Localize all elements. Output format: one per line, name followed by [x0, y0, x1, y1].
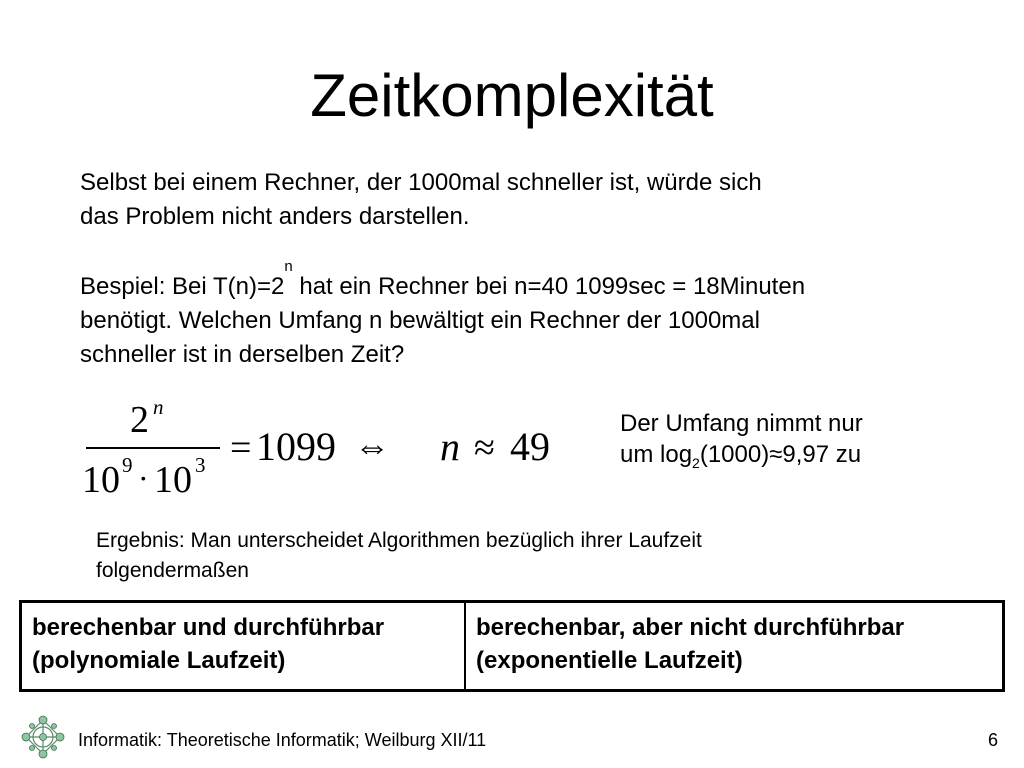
- formula-approx: ≈: [474, 427, 495, 469]
- example-line-1-start: Bespiel: Bei T(n)=2: [80, 273, 285, 300]
- logo-icon: [20, 714, 66, 760]
- side-note-log-base: 2: [692, 454, 700, 471]
- formula-denominator-a-exponent: 9: [122, 453, 133, 477]
- exponential-label: berechenbar, aber nicht durchführbar: [476, 614, 905, 641]
- example-exponent: n: [284, 258, 293, 275]
- complexity-table: [19, 600, 1005, 692]
- formula-equals: =: [230, 427, 252, 469]
- exponential-sublabel: (exponentielle Laufzeit): [476, 647, 743, 674]
- table-cell-polynomial: [21, 602, 466, 691]
- formula-result: 49: [510, 424, 550, 469]
- table-cell-exponential: [465, 602, 1004, 691]
- polynomial-sublabel: (polynomiale Laufzeit): [32, 647, 286, 674]
- result-text: [96, 526, 896, 586]
- formula: [78, 392, 568, 504]
- formula-dot: ·: [138, 460, 149, 496]
- formula-variable: n: [440, 424, 460, 469]
- intro-line-2: das Problem nicht anders darstellen.: [80, 203, 470, 230]
- table-row: [21, 602, 1004, 691]
- example-line-1: [80, 258, 980, 304]
- example-paragraph: [80, 258, 980, 372]
- formula-equivalence: ⇔: [354, 426, 390, 466]
- example-line-1-end: hat ein Rechner bei n=40 1099sec = 18Minuten: [292, 273, 806, 300]
- intro-paragraph: [80, 166, 980, 234]
- formula-denominator-b: 10: [154, 459, 192, 501]
- side-note-value: (1000)≈9,97 zu: [699, 441, 862, 468]
- result-line-1: Ergebnis: Man unterscheidet Algorithmen bezüglich ihrer Laufzeit: [96, 529, 702, 552]
- side-note-log: um log: [620, 441, 693, 468]
- example-line-2: benötigt. Welchen Umfang n bewältigt ein Rechner der 1000mal: [80, 307, 760, 334]
- formula-value: 1099: [256, 424, 336, 469]
- slide-title: Zeitkomplexität: [310, 62, 714, 129]
- polynomial-label: berechenbar und durchführbar: [32, 614, 385, 641]
- formula-denominator-a: 10: [82, 459, 120, 501]
- formula-numerator-base: 2: [130, 399, 149, 441]
- formula-numerator-exponent: n: [153, 395, 164, 419]
- side-note-line-2: [620, 439, 1000, 479]
- formula-denominator-b-exponent: 3: [195, 453, 206, 477]
- side-note: [620, 408, 1000, 479]
- result-line-2: folgendermaßen: [96, 559, 249, 582]
- page-number: 6: [987, 730, 998, 750]
- side-note-line-1: Der Umfang nimmt nur: [620, 410, 863, 437]
- footer-text: Informatik: Theoretische Informatik; Weilburg XII/11: [78, 730, 487, 750]
- example-line-3: schneller ist in derselben Zeit?: [80, 341, 405, 368]
- intro-line-1: Selbst bei einem Rechner, der 1000mal schneller ist, würde sich: [80, 169, 762, 196]
